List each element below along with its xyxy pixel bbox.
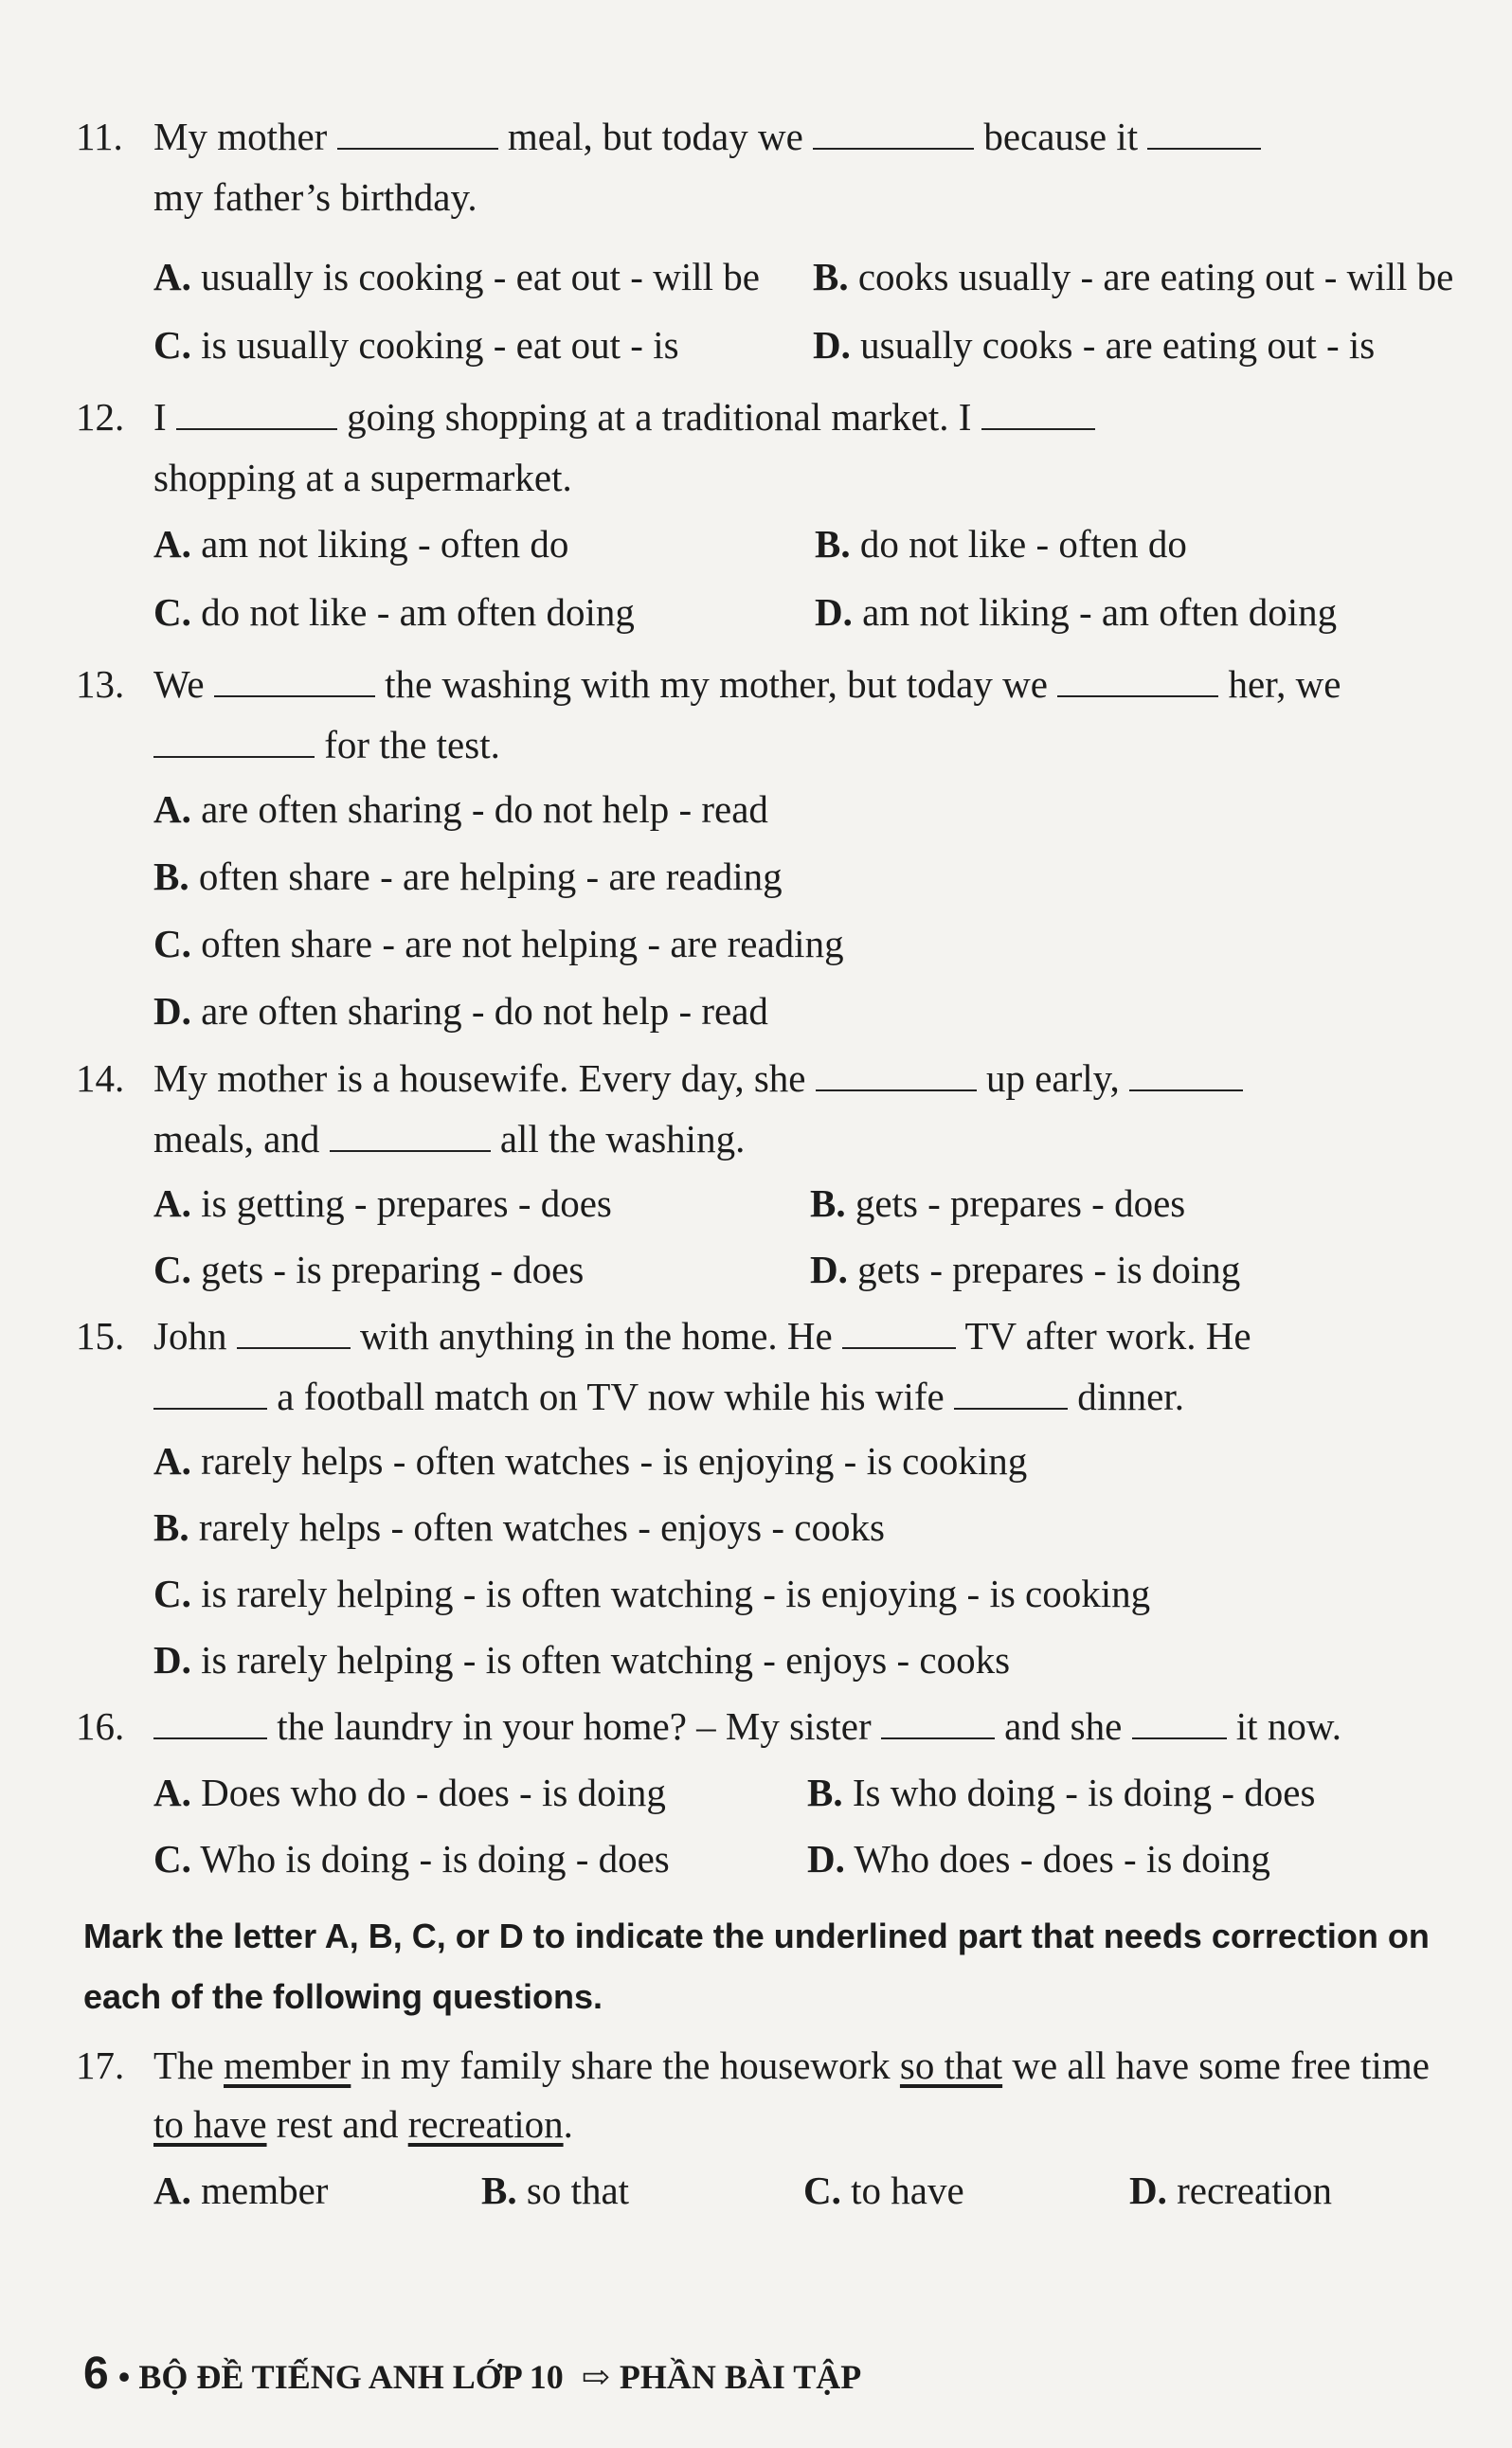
option-a[interactable]: A. am not liking - often do [153, 522, 569, 566]
question-number: 17. [76, 2043, 125, 2087]
answer-blank [1132, 1705, 1227, 1739]
arrow-icon: ⇨ [581, 2358, 610, 2396]
options-12 [0, 510, 1512, 646]
options-15 [0, 1427, 1512, 1692]
options-17 [0, 2156, 1512, 2224]
question-number: 11. [76, 115, 123, 158]
answer-blank [153, 1705, 267, 1739]
option-b[interactable]: B. often share - are helping - are reading [153, 855, 783, 898]
option-c[interactable]: C. is usually cooking - eat out - is [153, 323, 679, 367]
section-title: PHẦN BÀI TẬP [619, 2358, 862, 2396]
answer-blank [954, 1376, 1068, 1410]
option-a[interactable]: A. are often sharing - do not help - read [153, 787, 768, 831]
option-c[interactable]: C. often share - are not helping - are reading [153, 922, 844, 965]
answer-blank [813, 116, 974, 150]
option-c[interactable]: C. Who is doing - is doing - does [153, 1837, 670, 1881]
option-d[interactable]: D. am not liking - am often doing [815, 590, 1338, 634]
question-number: 16. [76, 1704, 125, 1748]
answer-blank [842, 1315, 956, 1349]
option-a[interactable]: A. usually is cooking - eat out - will be [153, 255, 760, 298]
question-number: 15. [76, 1314, 125, 1358]
option-b[interactable]: B. cooks usually - are eating out - will be [813, 255, 1454, 298]
option-c[interactable]: C. gets - is preparing - does [153, 1248, 585, 1291]
options-13 [0, 775, 1512, 1044]
option-d[interactable]: D. is rarely helping - is often watching - enjoys - cooks [153, 1638, 1011, 1682]
options-16 [0, 1758, 1512, 1891]
option-d[interactable]: D. Who does - does - is doing [807, 1837, 1270, 1881]
question-16: 16. the laundry in your home? – My sister and she it now. [76, 1696, 1449, 1756]
answer-blank [176, 396, 337, 430]
answer-blank [153, 1376, 267, 1410]
section-instructions: Mark the letter A, B, C, or D to indicate the underlined part that needs correction on each of the following questions. [83, 1917, 1430, 2016]
question-17: 17. The member in my family share the housework so that we all have some free time [76, 2035, 1449, 2096]
book-title: BỘ ĐỀ TIẾNG ANH LỚP 10 [138, 2358, 564, 2396]
page-footer [83, 2348, 861, 2400]
option-c[interactable]: C. do not like - am often doing [153, 590, 635, 634]
question-number: 12. [76, 395, 125, 439]
question-15: 15. John with anything in the home. He TV after work. He a football match on TV now while his wife dinner. [76, 1305, 1449, 1427]
option-b[interactable]: B. so that [481, 2169, 630, 2212]
options-11 [0, 243, 1512, 379]
answer-blank [1057, 663, 1218, 697]
option-d[interactable]: D. gets - prepares - is doing [810, 1248, 1241, 1291]
answer-blank [1147, 116, 1261, 150]
answer-blank [337, 116, 498, 150]
question-11: 11. My mother meal, but today we because it my father’s birthday. [76, 106, 1449, 227]
answer-blank [981, 396, 1095, 430]
option-d[interactable]: D. recreation [1129, 2169, 1332, 2212]
answer-blank [237, 1315, 351, 1349]
option-a[interactable]: A. Does who do - does - is doing [153, 1771, 666, 1814]
question-number: 13. [76, 662, 125, 706]
question-13: 13. We the washing with my mother, but today we her, we for the test. [76, 654, 1449, 775]
answer-blank [816, 1057, 977, 1091]
page-number: 6 [83, 2349, 109, 2399]
question-14: 14. My mother is a housewife. Every day, she up early, meals, and all the washing. [76, 1048, 1449, 1169]
option-b[interactable]: B. gets - prepares - does [810, 1181, 1186, 1225]
answer-blank [1129, 1057, 1243, 1091]
answer-blank [881, 1705, 995, 1739]
option-c[interactable]: C. to have [803, 2169, 964, 2212]
option-d[interactable]: D. are often sharing - do not help - read [153, 989, 768, 1033]
question-12: 12. I going shopping at a traditional market. I shopping at a supermarket. [76, 387, 1449, 508]
option-a[interactable]: A. is getting - prepares - does [153, 1181, 612, 1225]
option-d[interactable]: D. usually cooks - are eating out - is [813, 323, 1376, 367]
answer-blank [214, 663, 375, 697]
question-number: 14. [76, 1056, 125, 1100]
underlined-part-d: recreation [407, 2102, 564, 2146]
underlined-part-c: to have [153, 2102, 267, 2146]
underlined-part-b: so that [899, 2043, 1003, 2087]
answer-blank [153, 724, 315, 758]
option-a[interactable]: A. rarely helps - often watches - is enjoying - is cooking [153, 1439, 1028, 1483]
option-b[interactable]: B. rarely helps - often watches - enjoys - cooks [153, 1505, 885, 1549]
option-c[interactable]: C. is rarely helping - is often watching - is enjoying - is cooking [153, 1572, 1151, 1615]
underlined-part-a: member [224, 2043, 351, 2087]
option-b[interactable]: B. do not like - often do [815, 522, 1187, 566]
options-14 [0, 1169, 1512, 1302]
option-a[interactable]: A. member [153, 2169, 329, 2212]
question-17-cont: to have rest and recreation. [153, 2102, 573, 2146]
option-b[interactable]: B. Is who doing - is doing - does [807, 1771, 1316, 1814]
bullet-icon: • [117, 2358, 131, 2396]
answer-blank [330, 1118, 491, 1152]
